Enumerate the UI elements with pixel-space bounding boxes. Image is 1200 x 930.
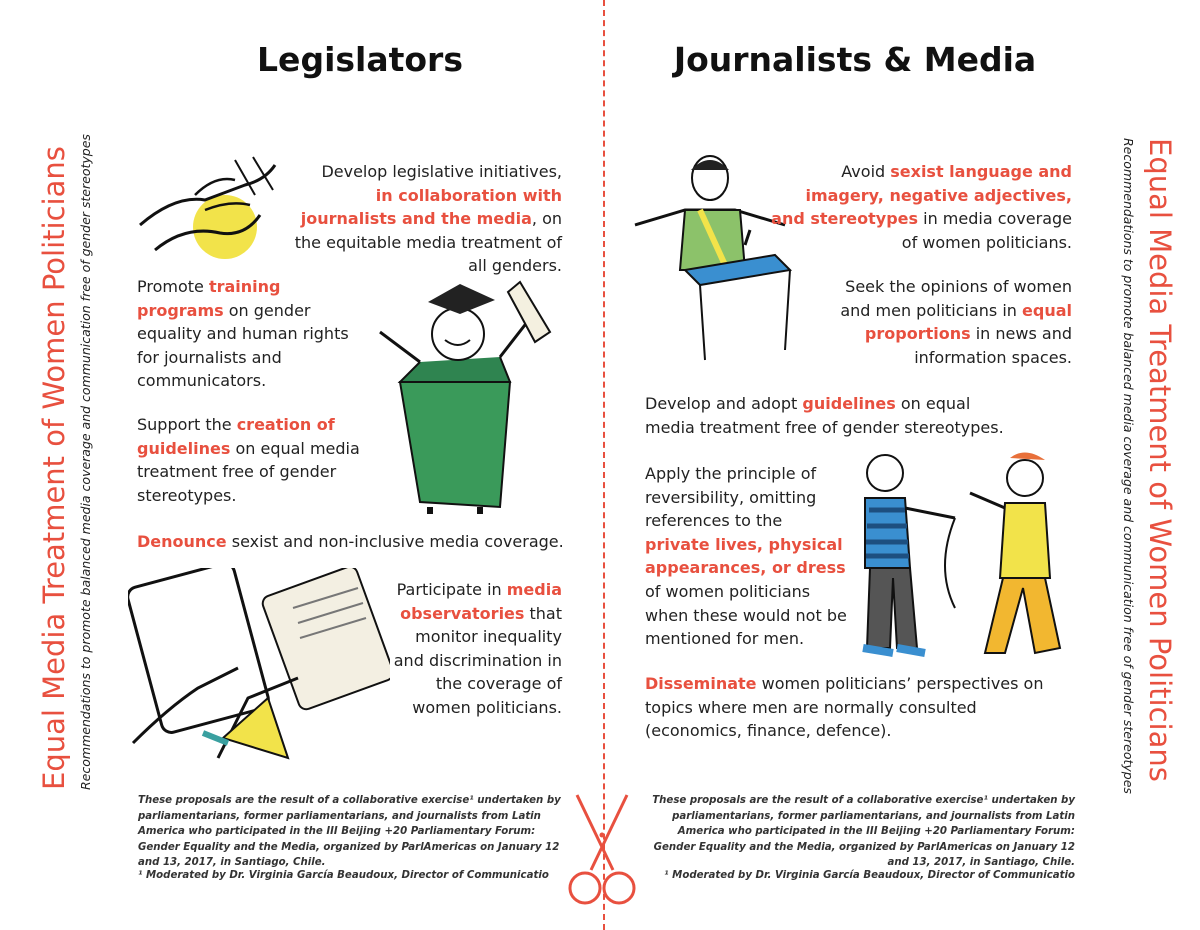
legislators-rec-2: Promote training programs on gender equality and human rights for journalists and communicators. bbox=[137, 277, 349, 391]
legislators-title: Legislators bbox=[257, 40, 463, 79]
legislators-rec-4: Denounce sexist and non-inclusive media coverage. bbox=[137, 532, 564, 551]
reporter-interview-illustration bbox=[845, 448, 1090, 668]
legislators-rec-3: Support the creation of guidelines on equal media treatment free of gender stereotypes. bbox=[137, 415, 360, 505]
handshake-illustration bbox=[135, 155, 285, 260]
left-side-subtitle: Recommendations to promote balanced media coverage and communication free of gender stereotypes bbox=[78, 134, 93, 790]
scissors-icon bbox=[565, 790, 640, 915]
journalists-rec-3: Develop and adopt guidelines on equal media treatment free of gender stereotypes. bbox=[645, 394, 1004, 437]
journalists-moderator-note: ¹ Moderated by Dr. Virginia García Beaudoux, Director of Communicatio bbox=[664, 870, 1075, 881]
graduate-illustration bbox=[360, 262, 565, 517]
journalists-rec-5: Disseminate women politicians’ perspectives on topics where men are normally consulted (economics, finance, defence). bbox=[645, 674, 1044, 741]
left-side-title: Equal Media Treatment of Women Politicians bbox=[37, 146, 71, 790]
right-side-title: Equal Media Treatment of Women Politicians bbox=[1143, 138, 1177, 782]
right-side-subtitle: Recommendations to promote balanced media coverage and communication free of gender stereotypes bbox=[1121, 138, 1136, 794]
tablet-newspaper-illustration bbox=[128, 568, 390, 763]
journalists-rec-4: Apply the principle of reversibility, omitting references to the private lives, physical appearances, or dress of women politicians when these would not be mentioned for men. bbox=[645, 464, 847, 649]
journalists-title: Journalists & Media bbox=[673, 40, 1037, 79]
legislators-footnote: These proposals are the result of a collaborative exercise¹ undertaken by parliamentarians, former parliamentarians, and journalists from Latin America who participated in the III Beijing +20 Parliamentary Forum: Gender Equality and the Media, organized by ParlAmericas on January 12 and 13, 2017, in Santiago, Chile. bbox=[138, 795, 561, 868]
legislators-rec-1: Develop legislative initiatives, in collaboration with journalists and the media, on the equitable media treatment of all genders. bbox=[294, 162, 562, 276]
legislators-rec-5: Participate in media observatories that monitor inequality and discrimination in the coverage of women politicians. bbox=[393, 580, 562, 717]
journalists-rec-2: Seek the opinions of women and men politicians in equal proportions in news and information spaces. bbox=[840, 277, 1072, 367]
legislators-moderator-note: ¹ Moderated by Dr. Virginia García Beaudoux, Director of Communicatio bbox=[138, 870, 549, 881]
journalists-footnote: These proposals are the result of a collaborative exercise¹ undertaken by parliamentarians, former parliamentarians, and journalists from Latin America who participated in the III Beijing +20 Parliamentary Forum: Gender Equality and the Media, organized by ParlAmericas on January 12 and 13, 2017, in Santiago, Chile. bbox=[652, 795, 1075, 868]
journalists-rec-1: Avoid sexist language and imagery, negative adjectives, and stereotypes in media coverage of women politicians. bbox=[771, 162, 1072, 252]
